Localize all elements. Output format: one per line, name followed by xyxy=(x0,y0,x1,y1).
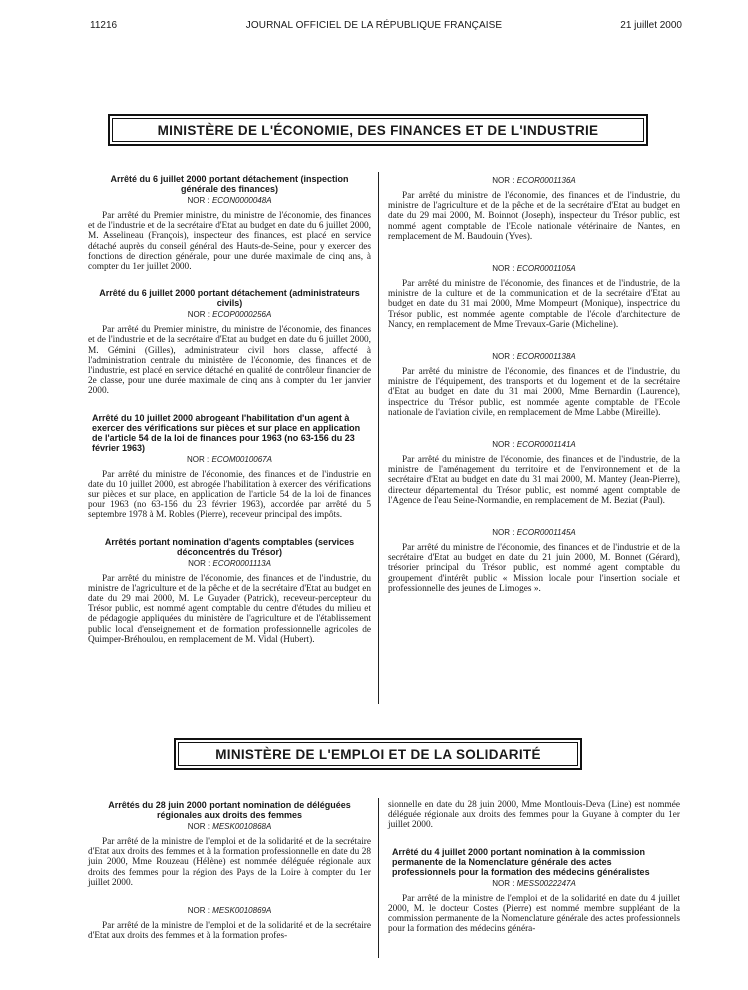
section2-right-column xyxy=(388,800,680,934)
decree-title: Arrêté du 6 juillet 2000 portant détachement (administrateurs civils) xyxy=(99,288,360,309)
column-divider xyxy=(378,798,379,958)
decree-block xyxy=(88,413,371,521)
nor-reference: NOR : ECOM0010067A xyxy=(187,454,272,464)
nor-reference: NOR : MESK0010868A xyxy=(187,822,272,831)
decree-block xyxy=(388,264,680,330)
decree-text: Par arrêté du ministre de l'économie, des finances et de l'industrie, du ministre de l'équipement, des transports et du logement et de la secrétaire d'Etat au budget en date du 31 mai 2000, Mme Bernardin (Laurence), inspectrice du Trésor public, est nommée agente comptable de l'Ecole nationale de l'aviation civile, en remplacement de Mme Labbe (Mireille). xyxy=(388,367,680,418)
decree-title: Arrêté du 6 juillet 2000 portant détachement (inspection générale des finances) xyxy=(110,174,349,194)
decree-block xyxy=(88,288,371,396)
issue-date: 21 juillet 2000 xyxy=(620,20,682,31)
decree-title: Arrêtés portant nomination d'agents comptables (services déconcentrés du Trésor) xyxy=(104,536,355,557)
decree-text: Par arrêté de la ministre de l'emploi et de la solidarité et de la secrétaire d'Etat aux droits des femmes et à la formation profes- xyxy=(88,921,371,942)
nor-reference: NOR : ECOR0001105A xyxy=(492,264,576,274)
nor-reference: NOR : ECOR0001136A xyxy=(492,176,576,185)
section1-left-column xyxy=(88,174,371,645)
page-header xyxy=(0,20,748,34)
decree-block xyxy=(88,906,371,941)
decree-title: Arrêtés du 28 juin 2000 portant nomination de déléguées régionales aux droits des femmes xyxy=(108,800,351,820)
journal-title: JOURNAL OFFICIEL DE LA RÉPUBLIQUE FRANÇAISE xyxy=(245,20,503,31)
ministry-heading: MINISTÈRE DE L'ÉCONOMIE, DES FINANCES ET DE L'INDUSTRIE xyxy=(112,118,644,142)
nor-reference: NOR : ECOP0000256A xyxy=(187,310,272,320)
decree-text: Par arrêté du Premier ministre, du ministre de l'économie, des finances et de l'industrie et de la secrétaire d'Etat au budget en date du 6 juillet 2000, M. Gémini (Gilles), administrateur civil hors classe, affecté à l'administration centrale du ministère de l'économie, des finances et de l'industrie, est placé en service détaché en qualité de contrôleur financier de 2e classe, pour une durée maximale de cinq ans à compter du 1er janvier 2000. xyxy=(88,325,371,397)
decree-title: Arrêté du 4 juillet 2000 portant nomination à la commission permanente de la Nomenclature générale des actes professionnels pour la formation des médecins généralistes xyxy=(392,846,650,877)
decree-text: Par arrêté du Premier ministre, du ministre de l'économie, des finances et de l'industrie et de la secrétaire d'Etat au budget en date du 6 juillet 2000, M. Asselineau (François), inspecteur des finances, est placé en service détaché auprès du conseil général des Hauts-de-Seine, pour y exercer des fonctions de direction générale, pour une durée maximale de cinq ans, à compter du 1er juillet 2000. xyxy=(88,211,371,273)
decree-text: Par arrêté du ministre de l'économie, des finances et de l'industrie, du ministre de l'agriculture et de la pêche et de la secrétaire d'Etat au budget en date du 29 mai 2000, M. Boinnot (Joseph), inspecteur du Trésor public, est nommé agent comptable de l'Ecole nationale vétérinaire de Nantes, en remplacement de M. Baudouin (Yves). xyxy=(388,191,680,242)
column-divider xyxy=(378,172,379,704)
decree-text: Par arrêté du ministre de l'économie, des finances et de l'industrie en date du 10 juillet 2000, est abrogée l'habilitation à exercer des vérifications sur pièces et sur place, en application de l'article 54 de la loi de finances pour 1963 (no 63-156 du 23 février 1963), accordée par arrêté du 5 septembre 1978 à M. Robles (Pierre), receveur principal des impôts. xyxy=(88,469,371,521)
ministry-heading-box xyxy=(174,738,582,770)
nor-reference: NOR : ECON0000048A xyxy=(187,196,272,205)
nor-reference: NOR : MESS0022247A xyxy=(492,878,576,888)
nor-reference: NOR : ECOR0001138A xyxy=(492,352,576,362)
decree-block xyxy=(388,440,680,506)
decree-block xyxy=(388,352,680,418)
decree-block xyxy=(88,537,371,645)
decree-block xyxy=(88,800,371,888)
section2-left-column xyxy=(88,800,371,941)
nor-reference: NOR : ECOR0001141A xyxy=(492,440,576,450)
decree-text: Par arrêté du ministre de l'économie, des finances et de l'industrie, de la ministre de la culture et de la communication et de la secrétaire d'Etat au budget en date du 31 mai 2000, Mme Mompeurt (Monique), inspectrice du Trésor public, est nommée agente comptable de l'école d'architecture de Nancy, en remplacement de Mme Trevaux-Garie (Micheline). xyxy=(388,279,680,330)
nor-reference: NOR : MESK0010869A xyxy=(187,906,272,916)
decree-block xyxy=(388,847,680,935)
decree-text: Par arrêté de la ministre de l'emploi et de la solidarité et de la secrétaire d'Etat aux droits des femmes et à la formation professionnelle en date du 28 juin 2000, Mme Rouzeau (Hélène) est nommée déléguée régionale aux droits des femmes pour la région des Pays de la Loire à compter du 1er juillet 2000. xyxy=(88,837,371,888)
section1-right-column xyxy=(388,174,680,594)
ministry-heading-box xyxy=(108,114,648,146)
decree-text: Par arrêté de la ministre de l'emploi et de la solidarité en date du 4 juillet 2000, M. le docteur Costes (Pierre) est nommé membre suppléant de la commission permanente de la Nomenclature générale des actes professionnels pour la formation des médecins généra- xyxy=(388,893,680,935)
decree-text: Par arrêté du ministre de l'économie, des finances et de l'industrie, de la ministre de l'aménagement du territoire et de l'environnement et de la secrétaire d'Etat au budget en date du 31 mai 2000, M. Mantey (Jean-Pierre), directeur départemental du Trésor public, est nommé agent comptable de l'Agence de l'eau Seine-Normandie, en remplacement de M. Beziat (Paul). xyxy=(388,455,680,506)
decree-block xyxy=(388,528,680,594)
decree-text: Par arrêté du ministre de l'économie, des finances et de l'industrie, du ministre de l'agriculture et de la pêche et de la secrétaire d'Etat au budget en date du 29 mai 2000, M. Le Guyader (Patrick), receveur-percepteur du Trésor public, est nommé agent comptable du centre d'études du milieu et de pédagogie appliquées du ministère de l'agriculture et de l'établissement public local d'enseignement et de formation professionnelle agricoles de Quimper-Bréhoulou, en remplacement de M. Vidal (Hubert). xyxy=(88,573,371,645)
page-number: 11216 xyxy=(90,20,118,31)
decree-block xyxy=(388,176,680,242)
nor-reference: NOR : ECOR0001113A xyxy=(188,558,271,568)
decree-text: Par arrêté du ministre de l'économie, des finances et de l'industrie et de la secrétaire d'Etat au budget en date du 21 juin 2000, M. Bonnet (Gérard), trésorier principal du Trésor public, est nommé agent comptable du groupement d'intérêt public « Mission locale pour l'insertion sociale et professionnelle des jeunes de Limoges ». xyxy=(388,543,680,594)
decree-block xyxy=(88,174,371,272)
decree-title: Arrêté du 10 juillet 2000 abrogeant l'habilitation d'un agent à exercer des vérifications sur pièces et sur place en application de l'article 54 de la loi de finances pour 1963 (no 63-156 du 23 février 1963) xyxy=(92,412,361,453)
nor-reference: NOR : ECOR0001145A xyxy=(492,528,576,538)
ministry-heading: MINISTÈRE DE L'EMPLOI ET DE LA SOLIDARITÉ xyxy=(178,742,578,766)
decree-text-continuation: sionnelle en date du 28 juin 2000, Mme Montlouis-Deva (Line) est nommée déléguée régionale aux droits des femmes pour la Guyane à compter du 1er juillet 2000. xyxy=(388,800,680,831)
